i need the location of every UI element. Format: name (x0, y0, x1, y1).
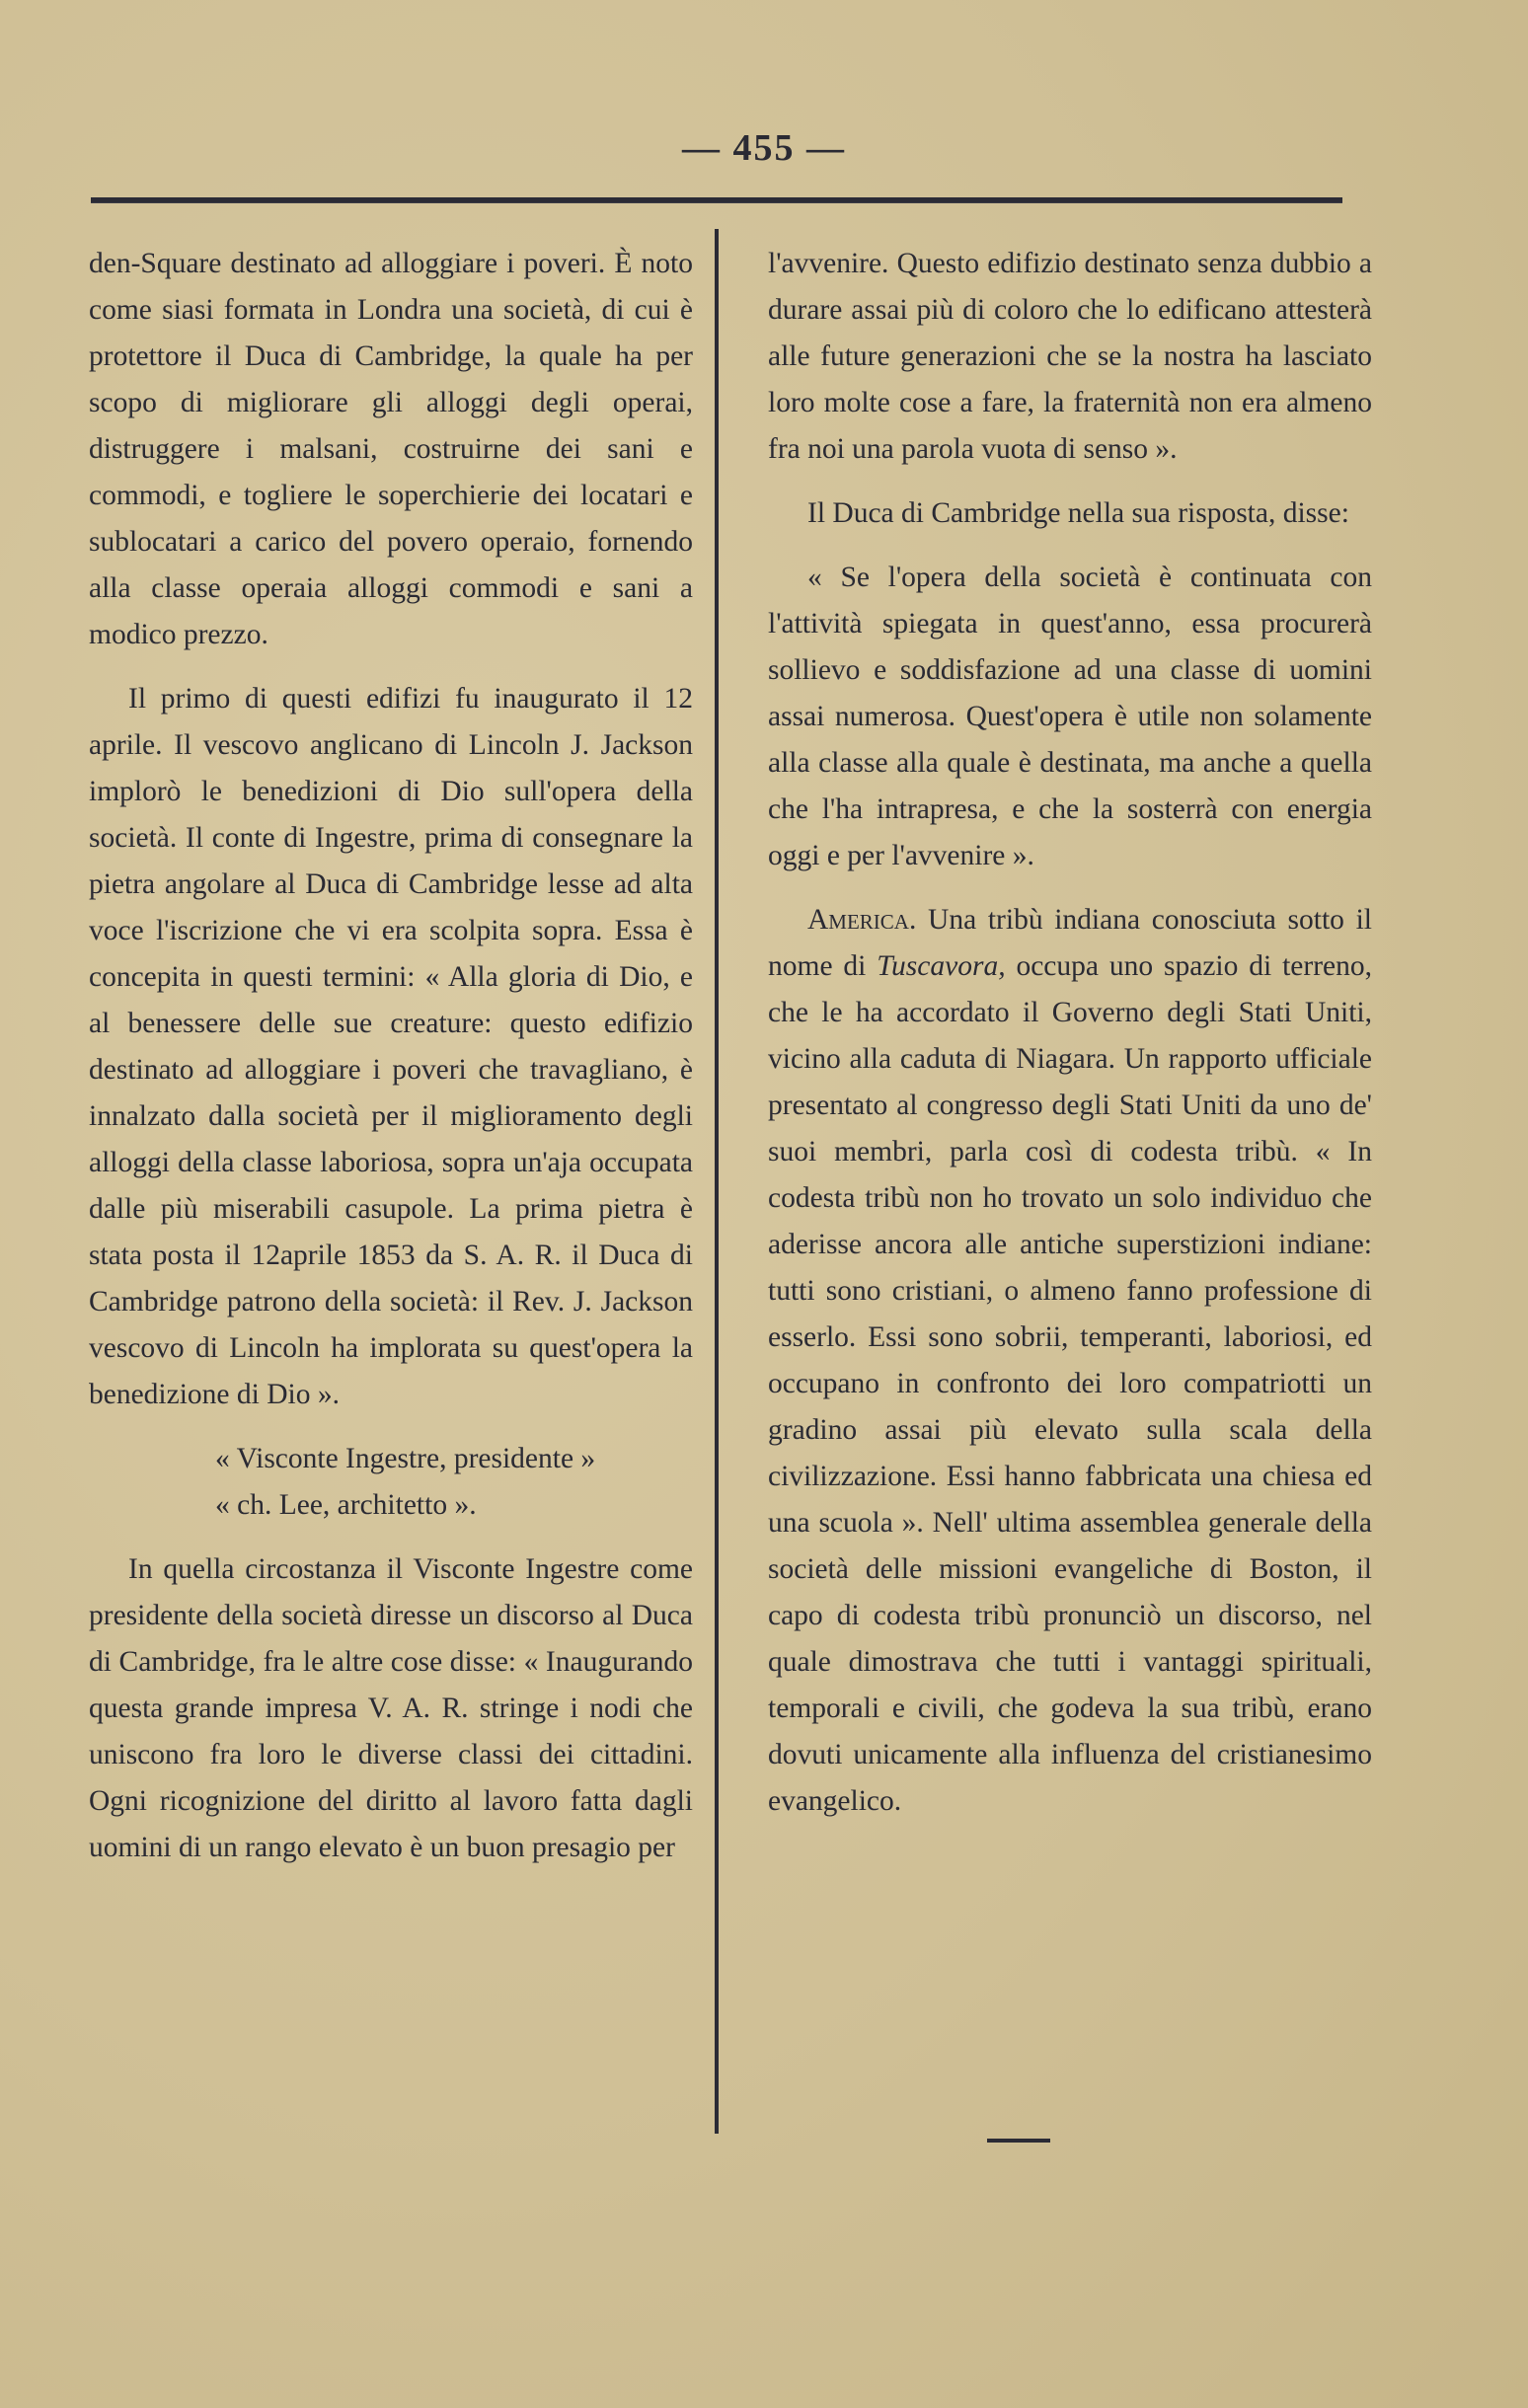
paragraph: Il Duca di Cambridge nella sua risposta, disse: (807, 497, 1349, 529)
left-column (89, 241, 693, 1889)
section-lead: America. (807, 904, 917, 936)
paragraph: Il primo di questi edifizi fu inaugurato il 12 aprile. Il vescovo anglicano di Lincoln J. Jackson implorò le benedizioni di Dio sull'opera della società. Il conte di Ingestre, prima di consegnare la pietra angolare al Duca di Cambridge lesse ad alta voce l'iscrizione che vi era scolpita sopra. Essa è concepita in questi termini: « Alla gloria di Dio, e al benessere delle sue creature: questo edifizio destinato ad alloggiare i poveri che travagliano, è innalzato dalla società per il miglioramento degli alloggi della classe laboriosa, sopra un'aja occupata dalle più miserabili casupole. La prima pietra è stata posta il 12aprile 1853 da S. A. R. il Duca di Cambridge patrono della società: il Rev. J. Jackson vescovo di Lincoln ha implorata su quest'opera la benedizione di Dio ». (89, 683, 693, 1410)
tribe-name: Tuscavora, (877, 950, 1006, 982)
signature-line: « ch. Lee, architetto ». (215, 1489, 477, 1521)
paragraph-text: Una tribù indiana conosciuta sotto il nome di (768, 904, 1372, 982)
paragraph: « Se l'opera della società è continuata con l'attività spiegata in quest'anno, essa procurerà sollievo e soddisfazione ad una classe di uomini assai numerosa. Quest'opera è utile non solamente alla classe alla quale è destinata, ma anche a quella che l'ha intrapresa, e che la sosterrà con energia oggi e per l'avvenire ». (768, 562, 1372, 871)
paragraph-america (768, 897, 1372, 1825)
paragraph-text: occupa uno spazio di terreno, che le ha accordato il Governo degli Stati Uniti, vicino alla caduta di Niagara. Un rapporto ufficiale presentato al congresso degli Stati Uniti da uno de' suoi membri, parla così di codesta tribù. « In codesta tribù non ho trovato un solo individuo che aderisse ancora alle antiche superstizioni indiane: tutti sono cristiani, o almeno fanno professione di esserlo. Essi sono sobrii, temperanti, laboriosi, ed occupano in confronto dei loro compatriotti un gradino assai più elevato sulla scala della civilizzazione. Essi hanno fabbricata una chiesa ed una scuola ». Nell' ultima assemblea generale della società delle missioni evangeliche di Boston, il capo di codesta tribù pronunciò un discorso, nel quale dimostrava che tutti i vantaggi spirituali, temporali e civili, che godeva la sua tribù, erano dovuti unicamente alla influenza del cristianesimo evangelico. (768, 950, 1372, 1817)
right-column (768, 241, 1372, 1843)
signature-line: « Visconte Ingestre, presidente » (215, 1443, 596, 1474)
column-divider (715, 229, 719, 2134)
paragraph: den-Square destinato ad alloggiare i poveri. È noto come siasi formata in Londra una società, di cui è protettore il Duca di Cambridge, la quale ha per scopo di migliorare gli alloggi degli operai, distruggere i malsani, costruirne dei sani e commodi, e togliere le soperchierie dei locatari e sublocatari a carico del povero operaio, fornendo alla classe operaia alloggi commodi e sani a modico prezzo. (89, 248, 693, 650)
end-rule (987, 2139, 1050, 2143)
paragraph: In quella circostanza il Visconte Ingestre come presidente della società diresse un discorso al Duca di Cambridge, fra le altre cose disse: « Inaugurando questa grande impresa V. A. R. stringe i nodi che uniscono fra loro le diverse classi dei cittadini. Ogni ricognizione del diritto al lavoro fatta dagli uomini di un rango elevato è un buon presagio per (89, 1553, 693, 1863)
header-rule (91, 197, 1342, 202)
page-number: — 455 — (682, 127, 846, 169)
paragraph: l'avvenire. Questo edifizio destinato senza dubbio a durare assai più di coloro che lo edificano attesterà alle future generazioni che se la nostra ha lasciato loro molte cose a fare, la fraternità non era almeno fra noi una parola vuota di senso ». (768, 248, 1372, 465)
